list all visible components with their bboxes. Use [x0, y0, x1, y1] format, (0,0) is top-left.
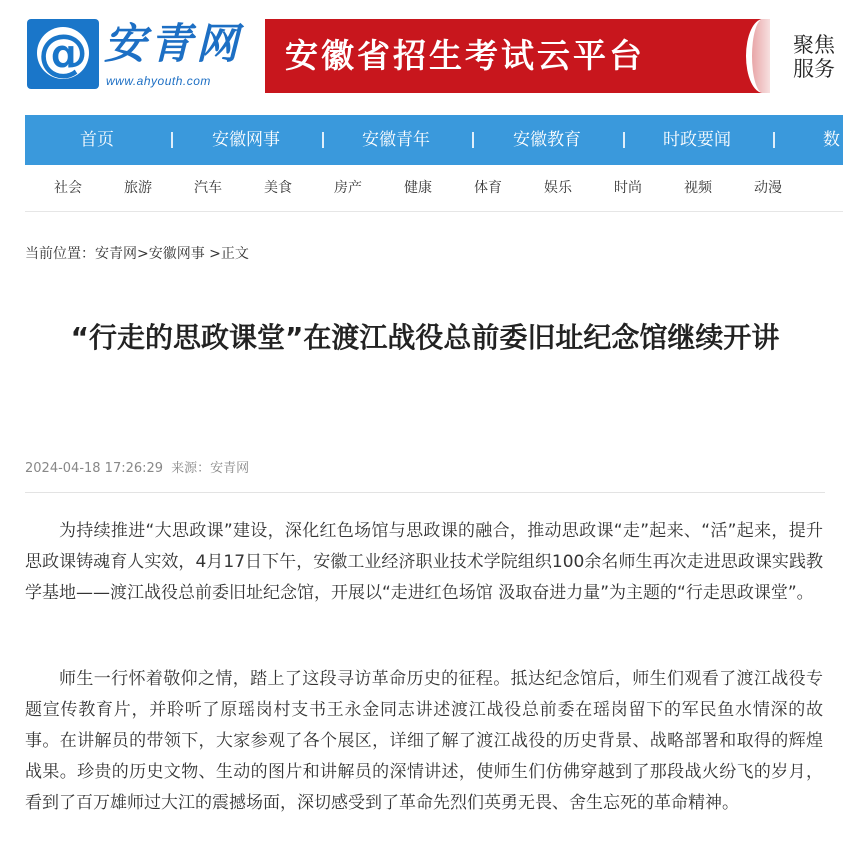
breadcrumb-link-home[interactable]: 安青网	[95, 246, 137, 262]
nav-item-anhui-news[interactable]: 安徽网事	[212, 130, 280, 150]
nav-item-anhui-youth[interactable]: 安徽青年	[362, 130, 430, 150]
nav-separator	[773, 132, 775, 148]
breadcrumb-separator: >	[137, 246, 149, 262]
subnav-item-sports[interactable]: 体育	[474, 180, 502, 196]
subnav-item-food[interactable]: 美食	[264, 180, 292, 196]
subnav-item-video[interactable]: 视频	[684, 180, 712, 196]
nav-separator	[322, 132, 324, 148]
subnav-item-health[interactable]: 健康	[404, 180, 432, 196]
subnav-item-realestate[interactable]: 房产	[334, 180, 362, 196]
breadcrumb-current: 正文	[220, 246, 249, 262]
exam-platform-banner[interactable]	[265, 19, 770, 93]
breadcrumb-separator: >	[204, 246, 221, 262]
site-logo-badge[interactable]	[27, 19, 99, 89]
nav-item-anhui-education[interactable]: 安徽教育	[513, 130, 581, 150]
header-slogan	[793, 33, 843, 81]
article-title: “行走的思政课堂”在渡江战役总前委旧址纪念馆继续开讲	[70, 321, 780, 354]
subnav-item-travel[interactable]: 旅游	[124, 180, 152, 196]
article-paragraph: 师生一行怀着敬仰之情，踏上了这段寻访革命历史的征程。抵达纪念馆后，师生们观看了渡江战役专题宣传教育片，并聆听了原瑶岗村支书王永金同志讲述渡江战役总前委在瑶岗留下的军民鱼水情深的故事。在讲解员的带领下，大家参观了各个展区，详细了解了渡江战役的历史背景、战略部署和取得的辉煌战果。珍贵的历史文物、生动的图片和讲解员的深情讲述，使师生们仿佛穿越到了那段战火纷飞的岁月，看到了百万雄师过大江的震撼场面，深切感受到了革命先烈们英勇无畏、舍生忘死的革命精神。	[25, 669, 823, 813]
nav-separator	[472, 132, 474, 148]
meta-divider	[25, 492, 825, 493]
subnav-item-entertainment[interactable]: 娱乐	[544, 180, 572, 196]
nav-separator	[171, 132, 173, 148]
at-sign-icon: @	[38, 24, 88, 82]
site-header	[0, 0, 843, 110]
nav-separator	[623, 132, 625, 148]
sub-nav	[25, 165, 843, 212]
subnav-item-society[interactable]: 社会	[54, 180, 82, 196]
slogan-line: 聚焦	[793, 33, 835, 57]
breadcrumb-link-section[interactable]: 安徽网事	[148, 246, 205, 262]
slogan-line: 服务	[793, 57, 835, 81]
subnav-item-anime[interactable]: 动漫	[754, 180, 782, 196]
article-meta	[25, 457, 249, 476]
article-source: 来源：安青网	[171, 461, 250, 476]
site-logo-url: www.ahyouth.com	[106, 74, 211, 88]
breadcrumb-label: 当前位置：	[25, 246, 95, 262]
subnav-item-fashion[interactable]: 时尚	[614, 180, 642, 196]
nav-item-politics[interactable]: 时政要闻	[663, 130, 731, 150]
main-nav	[25, 115, 843, 165]
site-logo-name[interactable]: 安青网	[104, 19, 243, 68]
nav-item-more[interactable]: 数	[823, 130, 840, 150]
nav-item-home[interactable]: 首页	[80, 130, 114, 150]
article-paragraph: 为持续推进“大思政课”建设，深化红色场馆与思政课的融合，推动思政课“走”起来、“活”起来，提升思政课铸魂育人实效，4月17日下午，安徽工业经济职业技术学院组织100余名师生再次走进思政课实践教学基地——渡江战役总前委旧址纪念馆，开展以“走进红色场馆 汲取奋进力量”为主题的“行走思政课堂”。	[25, 521, 823, 603]
article-datetime: 2024-04-18 17:26:29	[25, 461, 164, 476]
subnav-item-auto[interactable]: 汽车	[194, 180, 222, 196]
breadcrumb	[25, 243, 249, 263]
banner-text: 安徽省招生考试云平台	[285, 36, 645, 75]
banner-fold-decoration	[752, 19, 770, 93]
